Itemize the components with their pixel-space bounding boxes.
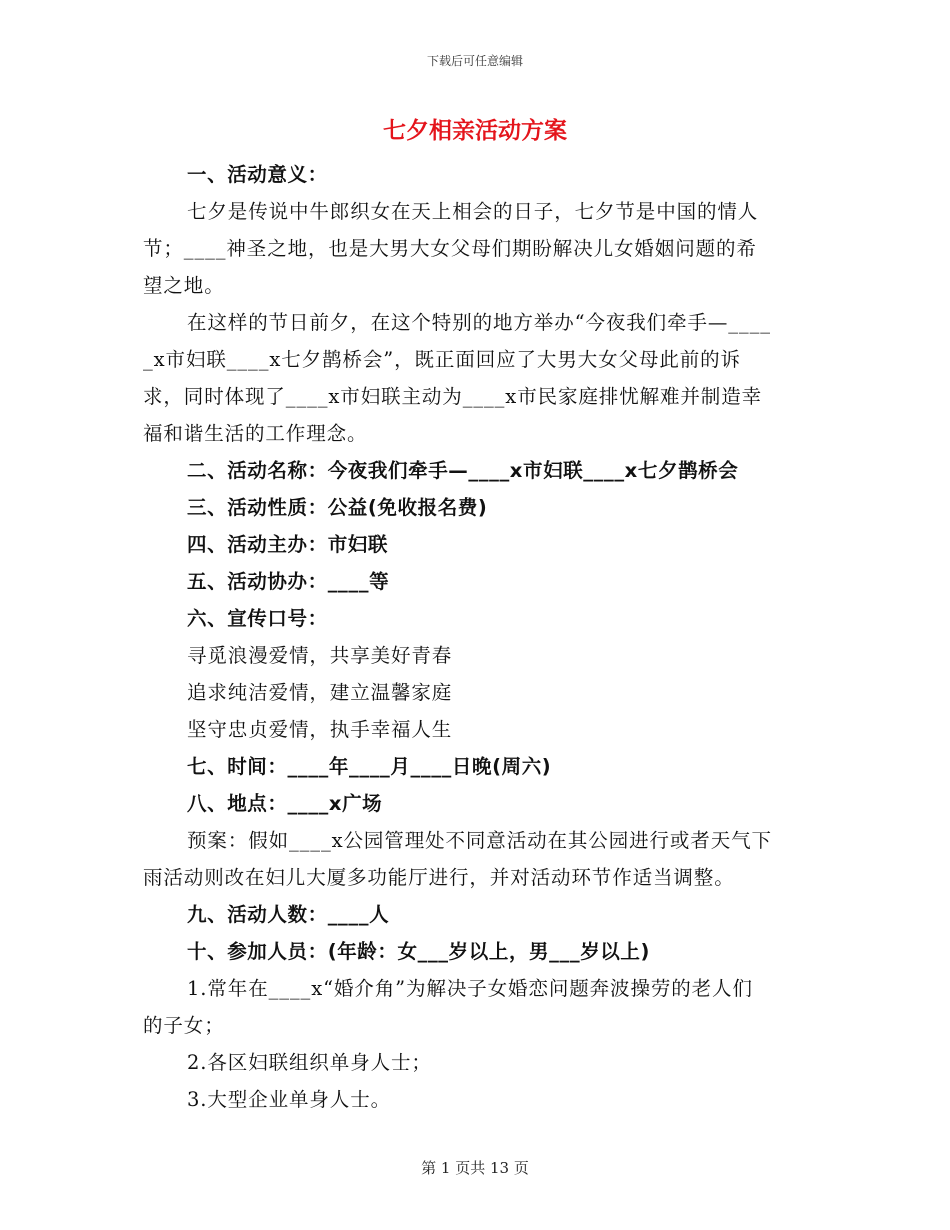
slogan-line: 寻觅浪漫爱情，共享美好青春: [187, 644, 453, 667]
paragraph-line: 雨活动则改在妇儿大厦多功能厅进行，并对活动环节作适当调整。: [143, 866, 735, 889]
page-footer: 第 1 页共 13 页: [421, 1159, 529, 1177]
list-item: 3.大型企业单身人士。: [187, 1088, 392, 1111]
section-heading-10: 十、参加人员：(年龄：女___岁以上，男___岁以上): [187, 940, 651, 963]
paragraph-line: 预案：假如____x公园管理处不同意活动在其公园进行或者天气下: [187, 829, 772, 852]
paragraph-line: 望之地。: [143, 274, 225, 297]
slogan-line: 坚守忠贞爱情，执手幸福人生: [187, 718, 453, 741]
section-heading-9: 九、活动人数：____人: [187, 903, 390, 926]
page-header-note: 下载后可任意编辑: [426, 54, 523, 68]
section-heading-4: 四、活动主办：市妇联: [187, 533, 389, 556]
slogan-line: 追求纯洁爱情，建立温馨家庭: [187, 681, 453, 704]
paragraph-line: 的子女；: [143, 1014, 225, 1037]
section-heading-7: 七、时间：____年____月____日晚(周六): [187, 755, 552, 778]
list-item: 1.常年在____x“婚介角”为解决子女婚恋问题奔波操劳的老人们: [187, 977, 753, 1000]
section-heading-5: 五、活动协办：____等: [187, 570, 390, 593]
paragraph-line: _x市妇联____x七夕鹊桥会”，既正面回应了大男大女父母此前的诉: [143, 348, 741, 371]
section-heading-2: 二、活动名称：今夜我们牵手—____x市妇联____x七夕鹊桥会: [187, 459, 739, 482]
paragraph-line: 求，同时体现了____x市妇联主动为____x市民家庭排忧解难并制造幸: [143, 385, 762, 408]
paragraph-line: 福和谐生活的工作理念。: [143, 422, 368, 445]
list-item: 2.各区妇联组织单身人士；: [187, 1051, 432, 1074]
paragraph-line: 七夕是传说中牛郎织女在天上相会的日子，七夕节是中国的情人: [187, 200, 759, 223]
section-heading-1: 一、活动意义：: [187, 163, 328, 186]
paragraph-line: 节；____神圣之地，也是大男大女父母们期盼解决儿女婚姻问题的希: [143, 237, 757, 260]
document-title: 七夕相亲活动方案: [383, 118, 567, 144]
document-body: [143, 156, 811, 1118]
section-heading-3: 三、活动性质：公益(免收报名费): [187, 496, 488, 519]
paragraph-line: 在这样的节日前夕，在这个特别的地方举办“今夜我们牵手—____: [187, 311, 771, 334]
section-heading-8: 八、地点：____x广场: [187, 792, 383, 815]
section-heading-6: 六、宣传口号：: [187, 607, 328, 630]
